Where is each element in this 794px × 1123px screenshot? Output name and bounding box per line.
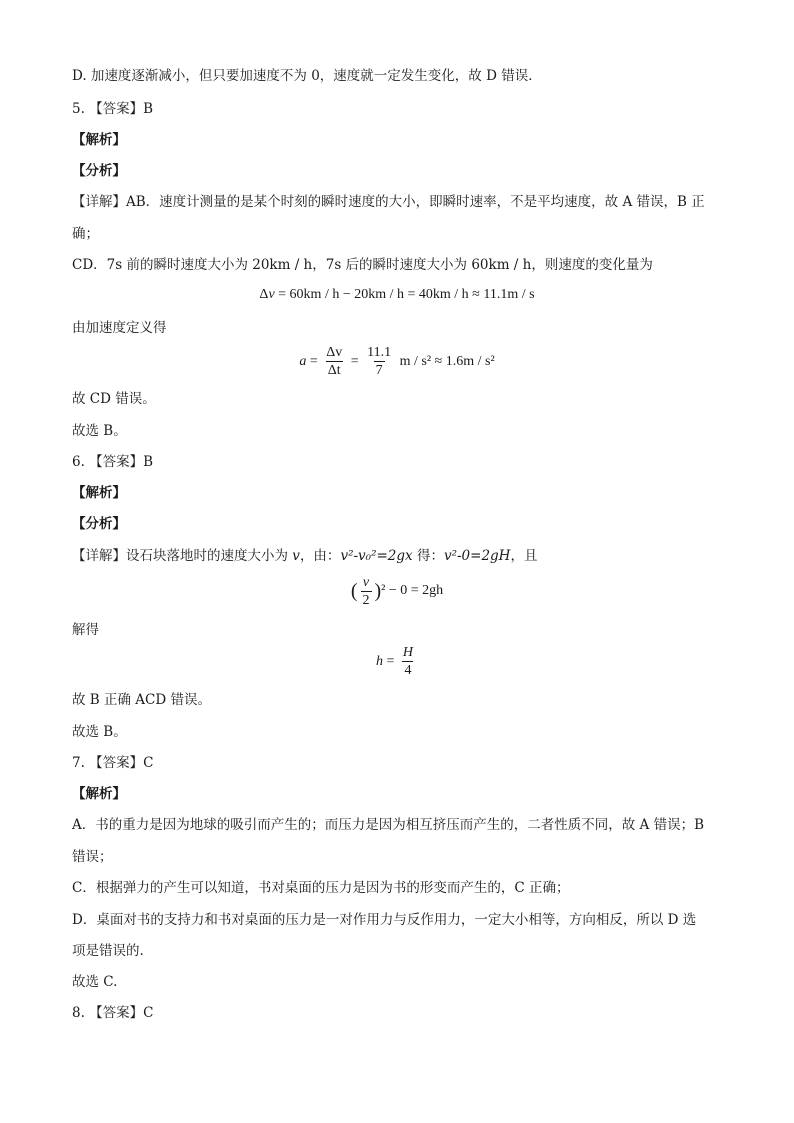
q5-choose: 故选 B。 <box>72 423 127 439</box>
q7-jiexi-heading: 【解析】 <box>72 786 126 802</box>
q5-detail-line-2: 确； <box>72 226 99 242</box>
q5-fenxi-heading: 【分析】 <box>72 163 126 179</box>
q5-cd-wrong: 故 CD 错误。 <box>72 391 156 407</box>
formula-delta-v: Δv = 60km / h − 20km / h = 40km / h ≈ 11.1m / s <box>259 287 535 302</box>
q7-option-d-line-1: D．桌面对书的支持力和书对桌面的压力是一对作用力与反作用力，一定大小相等，方向相反，所以 D 选 <box>72 912 697 928</box>
formula-half-velocity: ( $\frac{v}{2}$ )² − 0 = 2gh <box>350 574 444 608</box>
q6-solve-line: 解得 <box>72 622 99 638</box>
q6-detail-line: 【详解】设石块落地时的速度大小为 v，由：v²-v₀²=2gx 得：v²-0=2gH，且 <box>72 548 538 564</box>
q8-answer: 8. 【答案】C <box>72 1005 154 1021</box>
q6-conclusion: 故 B 正确 ACD 错误。 <box>72 692 211 708</box>
q7-answer: 7. 【答案】C <box>72 755 154 771</box>
formula-height: h = $\frac{H}{4}$ <box>375 645 414 679</box>
q5-detail-line-1: 【详解】AB．速度计测量的是某个时刻的瞬时速度的大小，即瞬时速率，不是平均速度，故 A 错误，B 正 <box>72 194 705 210</box>
q5-definition-line: 由加速度定义得 <box>72 320 167 336</box>
q6-fenxi-heading: 【分析】 <box>72 516 126 532</box>
q6-choose: 故选 B。 <box>72 724 127 740</box>
q5-jiexi-heading: 【解析】 <box>72 132 126 148</box>
text-line: D. 加速度逐渐减小，但只要加速度不为 0，速度就一定发生变化，故 D 错误． <box>72 68 542 84</box>
q7-option-c: C．根据弹力的产生可以知道，书对桌面的压力是因为书的形变而产生的，C 正确； <box>72 880 570 896</box>
q6-answer: 6. 【答案】B <box>72 454 154 470</box>
q7-option-a-line-1: A．书的重力是因为地球的吸引而产生的；而压力是因为相互挤压而产生的，二者性质不同，故 A 错误；B <box>72 817 705 833</box>
q6-jiexi-heading: 【解析】 <box>72 485 126 501</box>
q7-option-d-line-2: 项是错误的. <box>72 943 144 959</box>
q5-cd-line: CD．7s 前的瞬时速度大小为 20km / h，7s 后的瞬时速度大小为 60km / h，则速度的变化量为 <box>72 257 653 273</box>
q7-choose: 故选 C. <box>72 974 118 990</box>
q7-option-a-line-2: 错误； <box>72 849 113 865</box>
q5-answer: 5. 【答案】B <box>72 101 154 117</box>
formula-acceleration: a = $\frac{\Delta v}{\Delta t}$ = $\frac{11.1}{7}$ m / s² ≈ 1.6m / s² <box>299 345 495 379</box>
